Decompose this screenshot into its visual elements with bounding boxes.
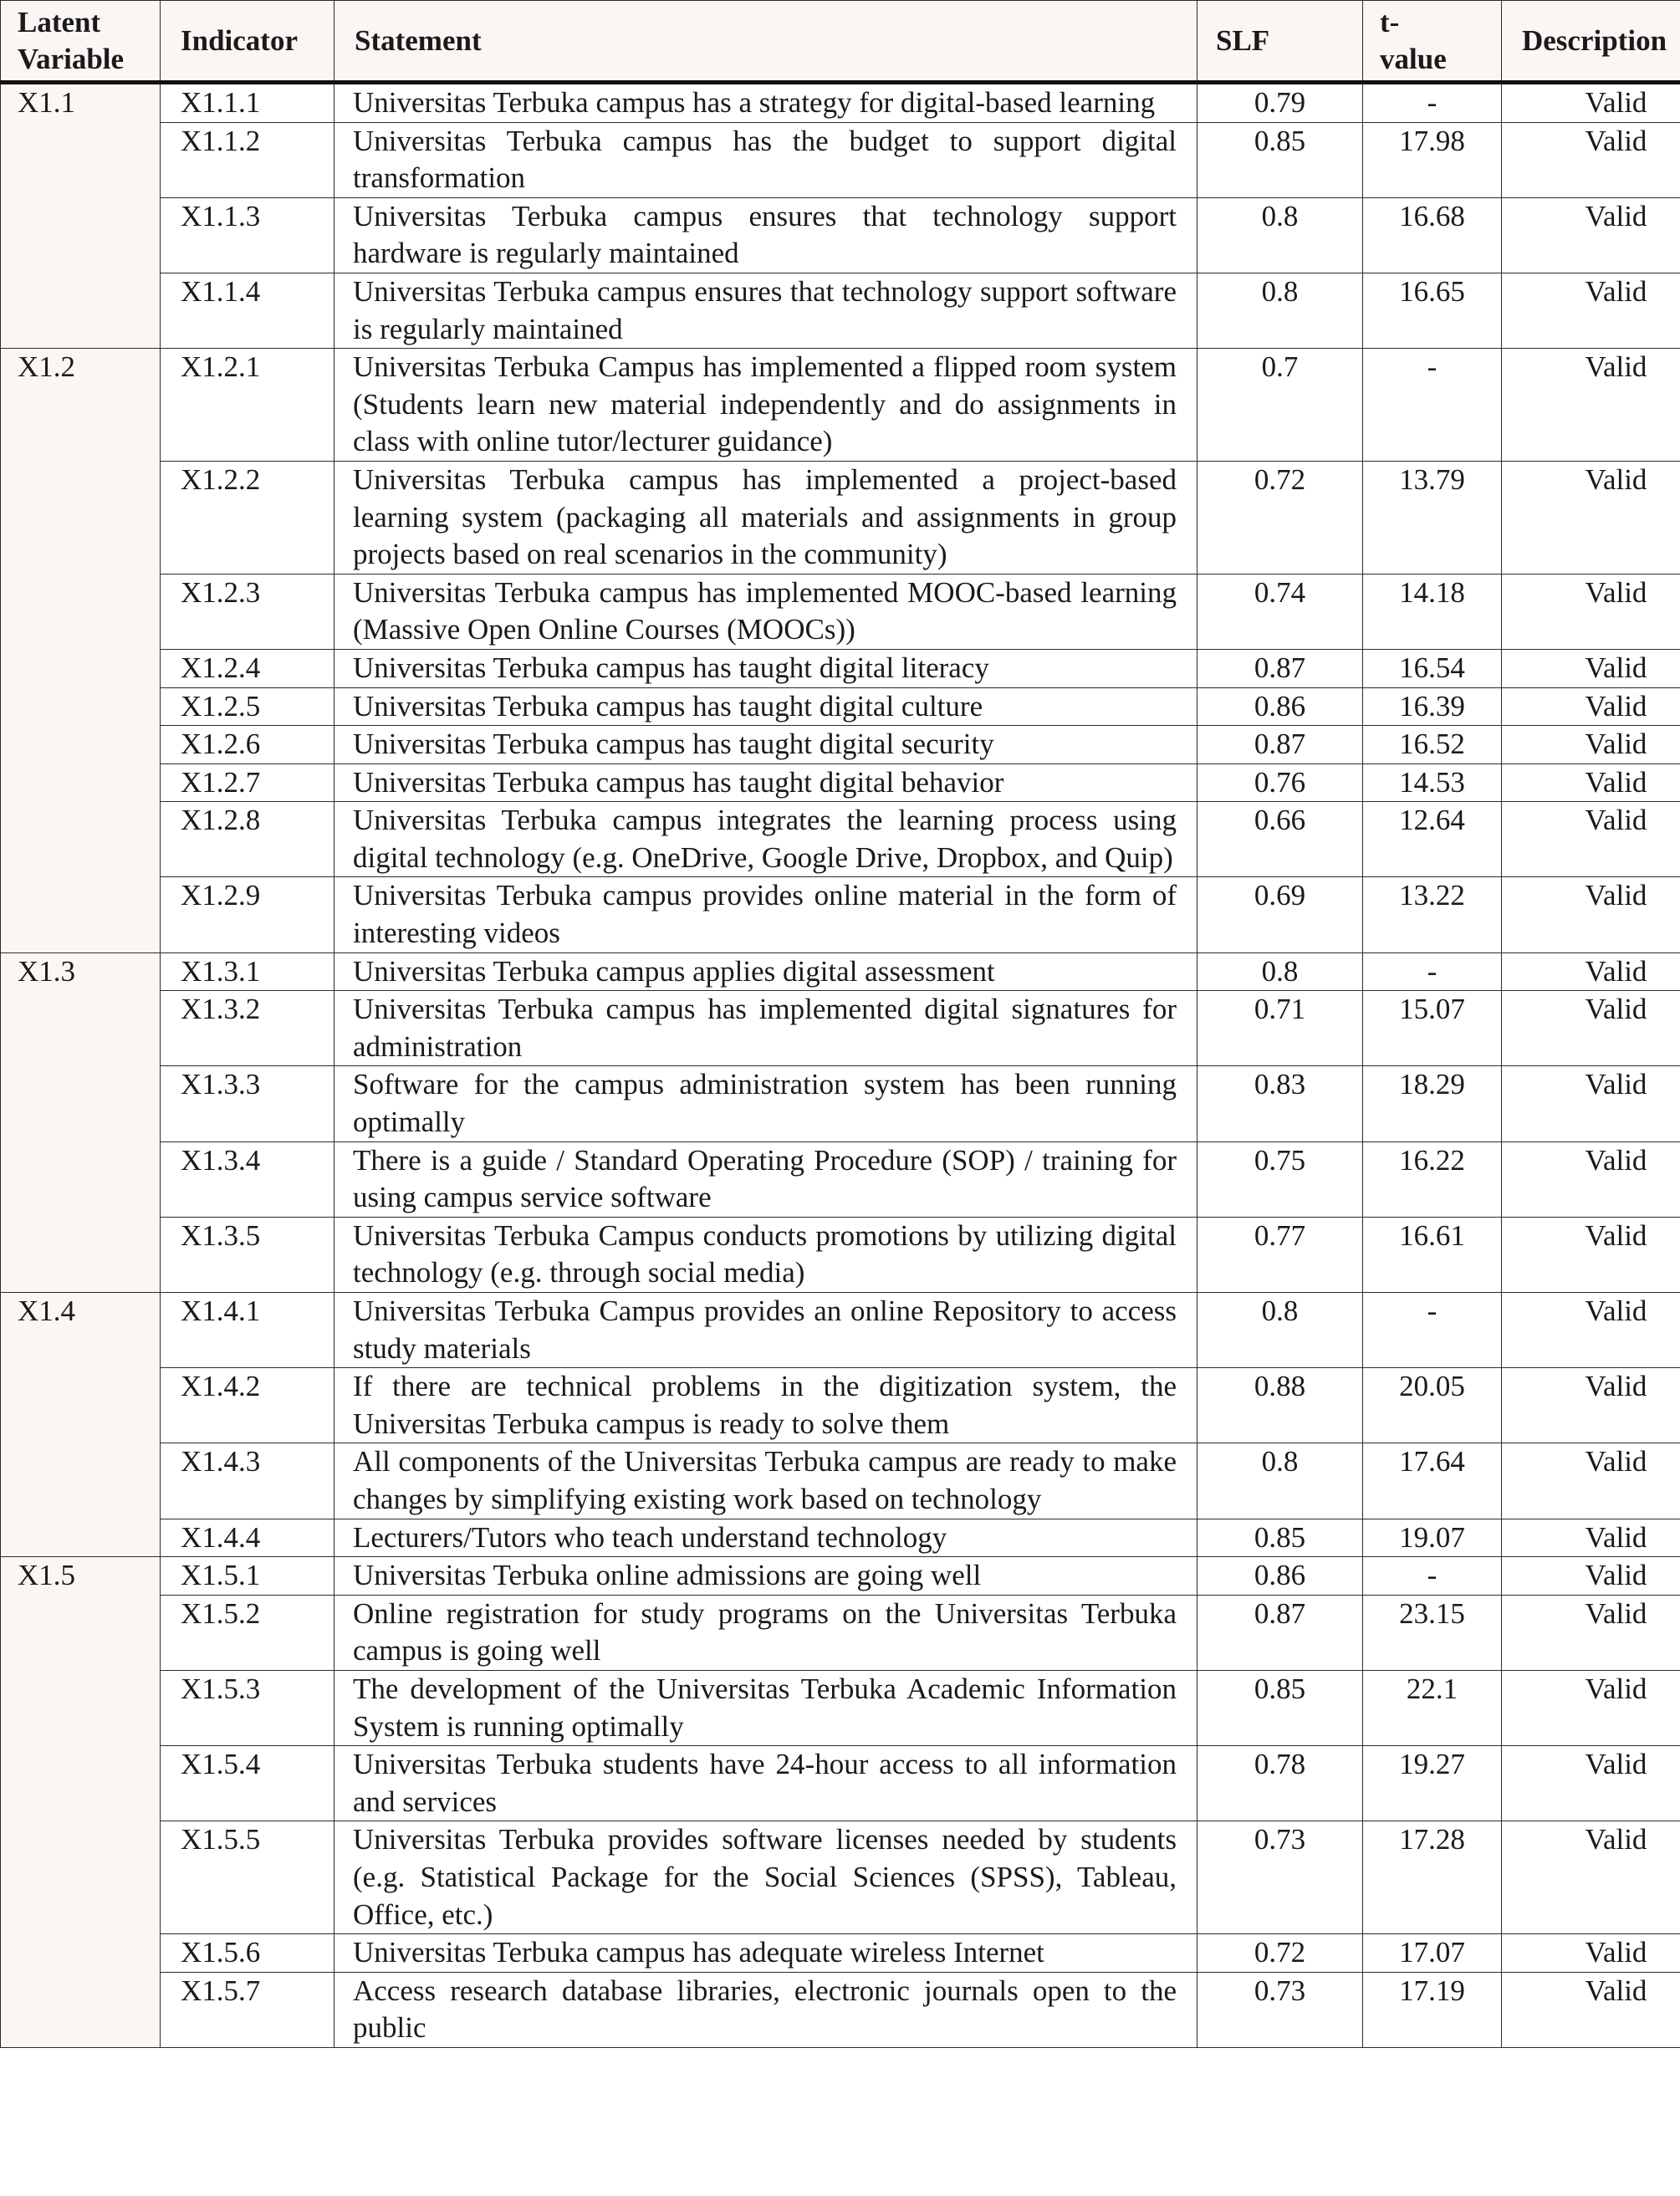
statement-cell: Universitas Terbuka campus has implemented digital signatures for administration bbox=[334, 991, 1197, 1066]
statement-cell: Universitas Terbuka campus has taught digital security bbox=[334, 726, 1197, 764]
table-row bbox=[1, 1443, 1680, 1519]
slf-cell: 0.66 bbox=[1197, 802, 1363, 877]
slf-cell: 0.87 bbox=[1197, 1595, 1363, 1670]
t-value-cell: 16.22 bbox=[1363, 1141, 1502, 1217]
slf-cell: 0.87 bbox=[1197, 726, 1363, 764]
indicator-cell: X1.2.1 bbox=[161, 349, 334, 462]
t-value-cell: 17.98 bbox=[1363, 122, 1502, 197]
t-value-cell: 13.79 bbox=[1363, 461, 1502, 574]
description-cell: Valid bbox=[1502, 802, 1680, 877]
slf-cell: 0.72 bbox=[1197, 1934, 1363, 1973]
t-value-cell: - bbox=[1363, 349, 1502, 462]
table-row bbox=[1, 1972, 1680, 2047]
t-value-cell: 13.22 bbox=[1363, 877, 1502, 952]
slf-cell: 0.69 bbox=[1197, 877, 1363, 952]
table-row bbox=[1, 649, 1680, 687]
description-cell: Valid bbox=[1502, 763, 1680, 802]
t-value-cell: 17.28 bbox=[1363, 1821, 1502, 1934]
slf-cell: 0.73 bbox=[1197, 1972, 1363, 2047]
t-value-cell: 15.07 bbox=[1363, 991, 1502, 1066]
indicator-cell: X1.1.3 bbox=[161, 197, 334, 273]
indicator-cell: X1.4.1 bbox=[161, 1293, 334, 1368]
slf-cell: 0.88 bbox=[1197, 1368, 1363, 1443]
slf-cell: 0.8 bbox=[1197, 197, 1363, 273]
statement-cell: Universitas Terbuka online admissions are going well bbox=[334, 1557, 1197, 1596]
t-value-cell: 12.64 bbox=[1363, 802, 1502, 877]
header-indicator: Indicator bbox=[161, 1, 334, 83]
t-value-cell: 16.52 bbox=[1363, 726, 1502, 764]
indicator-cell: X1.3.3 bbox=[161, 1066, 334, 1141]
table-row bbox=[1, 574, 1680, 649]
t-value-cell: 17.07 bbox=[1363, 1934, 1502, 1973]
t-value-cell: - bbox=[1363, 1557, 1502, 1596]
description-cell: Valid bbox=[1502, 1670, 1680, 1745]
header-row bbox=[1, 1, 1680, 83]
slf-cell: 0.73 bbox=[1197, 1821, 1363, 1934]
t-value-cell: 19.27 bbox=[1363, 1746, 1502, 1821]
indicator-cell: X1.5.6 bbox=[161, 1934, 334, 1973]
indicator-cell: X1.1.2 bbox=[161, 122, 334, 197]
header-latent-variable: Latent Variable bbox=[1, 1, 161, 83]
indicator-cell: X1.1.1 bbox=[161, 83, 334, 123]
indicator-cell: X1.3.5 bbox=[161, 1217, 334, 1292]
indicator-cell: X1.1.4 bbox=[161, 273, 334, 348]
statement-cell: Universitas Terbuka campus has taught digital culture bbox=[334, 687, 1197, 726]
table-row bbox=[1, 1217, 1680, 1292]
header-slf: SLF bbox=[1197, 1, 1363, 83]
latent-variable-cell: X1.2 bbox=[1, 349, 161, 953]
slf-cell: 0.7 bbox=[1197, 349, 1363, 462]
statement-cell: Universitas Terbuka campus has taught digital behavior bbox=[334, 763, 1197, 802]
slf-cell: 0.78 bbox=[1197, 1746, 1363, 1821]
description-cell: Valid bbox=[1502, 877, 1680, 952]
t-value-cell: 22.1 bbox=[1363, 1670, 1502, 1745]
t-value-cell: 16.68 bbox=[1363, 197, 1502, 273]
t-value-cell: 16.65 bbox=[1363, 273, 1502, 348]
slf-cell: 0.74 bbox=[1197, 574, 1363, 649]
table-row bbox=[1, 687, 1680, 726]
slf-cell: 0.8 bbox=[1197, 1293, 1363, 1368]
statement-cell: Universitas Terbuka campus ensures that technology support hardware is regularly maintained bbox=[334, 197, 1197, 273]
table-row bbox=[1, 763, 1680, 802]
latent-variable-cell: X1.5 bbox=[1, 1557, 161, 2048]
indicator-cell: X1.2.8 bbox=[161, 802, 334, 877]
description-cell: Valid bbox=[1502, 1066, 1680, 1141]
table-row bbox=[1, 1934, 1680, 1973]
t-value-cell: 14.18 bbox=[1363, 574, 1502, 649]
indicator-cell: X1.3.1 bbox=[161, 952, 334, 991]
description-cell: Valid bbox=[1502, 1934, 1680, 1973]
table-body bbox=[1, 83, 1680, 2048]
statement-cell: Software for the campus administration system has been running optimally bbox=[334, 1066, 1197, 1141]
description-cell: Valid bbox=[1502, 574, 1680, 649]
t-value-cell: 16.54 bbox=[1363, 649, 1502, 687]
description-cell: Valid bbox=[1502, 349, 1680, 462]
table-row bbox=[1, 877, 1680, 952]
description-cell: Valid bbox=[1502, 1368, 1680, 1443]
description-cell: Valid bbox=[1502, 1557, 1680, 1596]
indicator-cell: X1.5.2 bbox=[161, 1595, 334, 1670]
indicator-cell: X1.2.7 bbox=[161, 763, 334, 802]
slf-cell: 0.8 bbox=[1197, 1443, 1363, 1519]
statement-cell: Universitas Terbuka campus applies digital assessment bbox=[334, 952, 1197, 991]
statement-cell: Universitas Terbuka campus has implemented a project-based learning system (packaging all materials and assignments in group projects based on real scenarios in the community) bbox=[334, 461, 1197, 574]
table-row bbox=[1, 991, 1680, 1066]
table-row bbox=[1, 197, 1680, 273]
indicator-cell: X1.2.3 bbox=[161, 574, 334, 649]
table-row bbox=[1, 1066, 1680, 1141]
indicator-cell: X1.4.4 bbox=[161, 1519, 334, 1557]
t-value-cell: 17.64 bbox=[1363, 1443, 1502, 1519]
slf-cell: 0.72 bbox=[1197, 461, 1363, 574]
header-description: Description bbox=[1502, 1, 1680, 83]
slf-cell: 0.87 bbox=[1197, 649, 1363, 687]
description-cell: Valid bbox=[1502, 1293, 1680, 1368]
latent-variable-cell: X1.4 bbox=[1, 1293, 161, 1557]
t-value-cell: 14.53 bbox=[1363, 763, 1502, 802]
indicator-cell: X1.3.2 bbox=[161, 991, 334, 1066]
t-value-cell: 19.07 bbox=[1363, 1519, 1502, 1557]
slf-cell: 0.85 bbox=[1197, 122, 1363, 197]
description-cell: Valid bbox=[1502, 197, 1680, 273]
description-cell: Valid bbox=[1502, 1519, 1680, 1557]
description-cell: Valid bbox=[1502, 1217, 1680, 1292]
slf-cell: 0.85 bbox=[1197, 1670, 1363, 1745]
slf-cell: 0.79 bbox=[1197, 83, 1363, 123]
indicator-cell: X1.3.4 bbox=[161, 1141, 334, 1217]
table-row bbox=[1, 952, 1680, 991]
description-cell: Valid bbox=[1502, 1141, 1680, 1217]
table-row bbox=[1, 83, 1680, 123]
table-row bbox=[1, 273, 1680, 348]
latent-variable-cell: X1.3 bbox=[1, 952, 161, 1292]
statement-cell: All components of the Universitas Terbuka campus are ready to make changes by simplifying existing work based on technology bbox=[334, 1443, 1197, 1519]
t-value-cell: 18.29 bbox=[1363, 1066, 1502, 1141]
slf-cell: 0.76 bbox=[1197, 763, 1363, 802]
description-cell: Valid bbox=[1502, 687, 1680, 726]
t-value-cell: 23.15 bbox=[1363, 1595, 1502, 1670]
indicator-cell: X1.2.2 bbox=[161, 461, 334, 574]
statement-cell: Universitas Terbuka campus ensures that technology support software is regularly maintained bbox=[334, 273, 1197, 348]
statement-cell: Universitas Terbuka campus has taught digital literacy bbox=[334, 649, 1197, 687]
table-row bbox=[1, 1821, 1680, 1934]
t-value-cell: 16.61 bbox=[1363, 1217, 1502, 1292]
description-cell: Valid bbox=[1502, 83, 1680, 123]
statement-cell: The development of the Universitas Terbuka Academic Information System is running optimally bbox=[334, 1670, 1197, 1745]
statement-cell: Universitas Terbuka campus has adequate wireless Internet bbox=[334, 1934, 1197, 1973]
indicator-cell: X1.4.2 bbox=[161, 1368, 334, 1443]
table-row bbox=[1, 802, 1680, 877]
slf-cell: 0.75 bbox=[1197, 1141, 1363, 1217]
statement-cell: If there are technical problems in the digitization system, the Universitas Terbuka campus is ready to solve them bbox=[334, 1368, 1197, 1443]
slf-cell: 0.86 bbox=[1197, 687, 1363, 726]
statement-cell: Universitas Terbuka campus has a strategy for digital-based learning bbox=[334, 83, 1197, 123]
statement-cell: Universitas Terbuka campus has implemented MOOC-based learning (Massive Open Online Courses (MOOCs)) bbox=[334, 574, 1197, 649]
table-row bbox=[1, 1293, 1680, 1368]
description-cell: Valid bbox=[1502, 1821, 1680, 1934]
indicator-cell: X1.5.1 bbox=[161, 1557, 334, 1596]
indicator-cell: X1.2.4 bbox=[161, 649, 334, 687]
t-value-cell: 20.05 bbox=[1363, 1368, 1502, 1443]
description-cell: Valid bbox=[1502, 726, 1680, 764]
indicator-cell: X1.5.3 bbox=[161, 1670, 334, 1745]
table-row bbox=[1, 1670, 1680, 1745]
latent-variable-cell: X1.1 bbox=[1, 83, 161, 349]
indicator-cell: X1.2.6 bbox=[161, 726, 334, 764]
table-row bbox=[1, 122, 1680, 197]
slf-cell: 0.8 bbox=[1197, 273, 1363, 348]
description-cell: Valid bbox=[1502, 1443, 1680, 1519]
header-statement: Statement bbox=[334, 1, 1197, 83]
indicator-cell: X1.2.5 bbox=[161, 687, 334, 726]
slf-cell: 0.86 bbox=[1197, 1557, 1363, 1596]
table-row bbox=[1, 1557, 1680, 1596]
description-cell: Valid bbox=[1502, 1595, 1680, 1670]
statement-cell: Access research database libraries, electronic journals open to the public bbox=[334, 1972, 1197, 2047]
slf-cell: 0.8 bbox=[1197, 952, 1363, 991]
description-cell: Valid bbox=[1502, 1972, 1680, 2047]
description-cell: Valid bbox=[1502, 122, 1680, 197]
statement-cell: Universitas Terbuka Campus has implemented a flipped room system (Students learn new material independently and do assignments in class with online tutor/lecturer guidance) bbox=[334, 349, 1197, 462]
table-row bbox=[1, 461, 1680, 574]
indicator-cell: X1.5.4 bbox=[161, 1746, 334, 1821]
statement-cell: Online registration for study programs on the Universitas Terbuka campus is going well bbox=[334, 1595, 1197, 1670]
slf-cell: 0.71 bbox=[1197, 991, 1363, 1066]
table-row bbox=[1, 726, 1680, 764]
statement-cell: Universitas Terbuka campus integrates the learning process using digital technology (e.g. OneDrive, Google Drive, Dropbox, and Quip) bbox=[334, 802, 1197, 877]
statement-cell: Lecturers/Tutors who teach understand technology bbox=[334, 1519, 1197, 1557]
statement-cell: Universitas Terbuka students have 24-hour access to all information and services bbox=[334, 1746, 1197, 1821]
statement-cell: There is a guide / Standard Operating Procedure (SOP) / training for using campus service software bbox=[334, 1141, 1197, 1217]
statement-cell: Universitas Terbuka campus provides online material in the form of interesting videos bbox=[334, 877, 1197, 952]
statement-cell: Universitas Terbuka campus has the budget to support digital transformation bbox=[334, 122, 1197, 197]
t-value-cell: - bbox=[1363, 1293, 1502, 1368]
description-cell: Valid bbox=[1502, 461, 1680, 574]
table-row bbox=[1, 1368, 1680, 1443]
table-row bbox=[1, 1595, 1680, 1670]
t-value-cell: 17.19 bbox=[1363, 1972, 1502, 2047]
table-row bbox=[1, 349, 1680, 462]
slf-cell: 0.85 bbox=[1197, 1519, 1363, 1557]
t-value-cell: - bbox=[1363, 83, 1502, 123]
description-cell: Valid bbox=[1502, 1746, 1680, 1821]
description-cell: Valid bbox=[1502, 649, 1680, 687]
statement-cell: Universitas Terbuka Campus conducts promotions by utilizing digital technology (e.g. through social media) bbox=[334, 1217, 1197, 1292]
description-cell: Valid bbox=[1502, 991, 1680, 1066]
statement-cell: Universitas Terbuka Campus provides an online Repository to access study materials bbox=[334, 1293, 1197, 1368]
slf-cell: 0.83 bbox=[1197, 1066, 1363, 1141]
slf-cell: 0.77 bbox=[1197, 1217, 1363, 1292]
table-row bbox=[1, 1141, 1680, 1217]
description-cell: Valid bbox=[1502, 273, 1680, 348]
t-value-cell: 16.39 bbox=[1363, 687, 1502, 726]
indicator-cell: X1.4.3 bbox=[161, 1443, 334, 1519]
t-value-cell: - bbox=[1363, 952, 1502, 991]
description-cell: Valid bbox=[1502, 952, 1680, 991]
header-t-value: t- value bbox=[1363, 1, 1502, 83]
table-row bbox=[1, 1746, 1680, 1821]
table-row bbox=[1, 1519, 1680, 1557]
indicator-cell: X1.2.9 bbox=[161, 877, 334, 952]
statement-cell: Universitas Terbuka provides software licenses needed by students (e.g. Statistical Package for the Social Sciences (SPSS), Tableau, Office, etc.) bbox=[334, 1821, 1197, 1934]
indicator-cell: X1.5.7 bbox=[161, 1972, 334, 2047]
indicator-cell: X1.5.5 bbox=[161, 1821, 334, 1934]
